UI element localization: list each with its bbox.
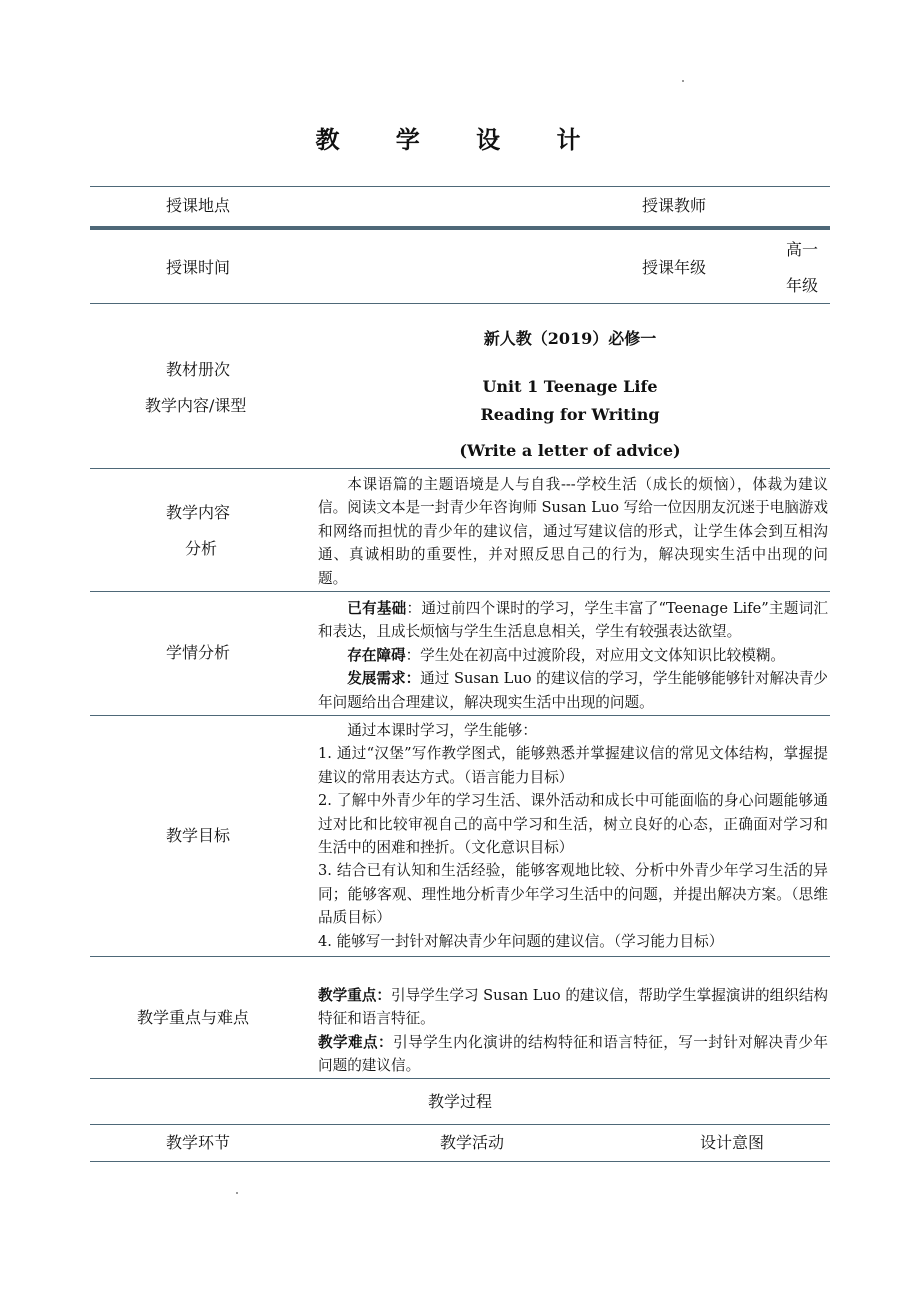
row-divider bbox=[90, 715, 830, 716]
row-divider bbox=[90, 591, 830, 592]
textbook-value: 新人教（2019）必修一 bbox=[483, 329, 657, 348]
lesson-detail: (Write a letter of advice) bbox=[459, 441, 681, 460]
learner-obstacle bbox=[318, 644, 828, 667]
grade-value-line-2: 年级 bbox=[786, 276, 819, 295]
lesson-value: Reading for Writing bbox=[480, 405, 660, 424]
difficulty-point-label: 教学难点： bbox=[318, 1033, 394, 1051]
objectives-text bbox=[318, 719, 828, 953]
row-divider bbox=[90, 1124, 830, 1125]
row-divider bbox=[90, 468, 830, 469]
textbook-label: 教材册次 bbox=[166, 360, 231, 379]
learner-basis-text: ：通过前四个课时的学习，学生丰富了“Teenage Life”主题词汇和表达，且成长烦恼与学生生活息息相关，学生有较强表达欲望。 bbox=[318, 600, 828, 641]
location-label: 授课地点 bbox=[166, 196, 231, 215]
content-type-label: 教学内容/课型 bbox=[145, 396, 247, 415]
objective-item: 1. 通过“汉堡”写作教学图式，能够熟悉并掌握建议信的常见文体结构，掌握提建议的常用表达方式。（语言能力目标） bbox=[318, 745, 828, 786]
key-point-label: 教学重点： bbox=[318, 987, 391, 1004]
time-label: 授课时间 bbox=[166, 258, 231, 277]
table-top-border bbox=[90, 186, 830, 187]
row-divider-thick bbox=[90, 226, 830, 230]
grade-label: 授课年级 bbox=[642, 258, 707, 277]
objectives-intro: 通过本课时学习，学生能够： bbox=[347, 722, 537, 739]
unit-value: Unit 1 Teenage Life bbox=[482, 377, 658, 396]
process-label: 教学过程 bbox=[427, 1092, 492, 1111]
table-bottom-border bbox=[90, 1161, 830, 1162]
objective-item: 4. 能够写一封针对解决青少年问题的建议信。（学习能力目标） bbox=[318, 932, 724, 950]
column-header-activity: 教学活动 bbox=[440, 1133, 505, 1152]
difficulty-point-text: 引导学生内化演讲的结构特征和语言特征，写一封针对解决青少年问题的建议信。 bbox=[318, 1033, 828, 1075]
learner-need-text: 通过 Susan Luo 的建议信的学习，学生能够能够针对解决青少年问题给出合理建议，解决现实生活中出现的问题。 bbox=[318, 670, 829, 711]
objective-item: 2. 了解中外青少年的学习生活、课外活动和成长中可能面临的身心问题能够通过对比和比较审视自己的高中学习和生活，树立良好的心态，正确面对学习和生活中的困难和挫折。（文化意识目标） bbox=[318, 792, 828, 857]
analysis-label-2: 分析 bbox=[185, 539, 218, 558]
page-title: 教 学 设 计 bbox=[315, 125, 605, 154]
learner-obstacle-label: 存在障碍 bbox=[347, 646, 406, 664]
key-point-text: 引导学生学习 Susan Luo 的建议信，帮助学生掌握演讲的组织结构特征和语言特征。 bbox=[318, 987, 829, 1028]
objective-item: 3. 结合已有认知和生活经验，能够客观地比较、分析中外青少年学习生活的异同；能够客观、理性地分析青少年学习生活中的问题，并提出解决方案。（思维品质目标） bbox=[318, 862, 828, 927]
learner-obstacle-text: ：学生处在初高中过渡阶段，对应用文文体知识比较模糊。 bbox=[405, 646, 786, 664]
keypoints-label: 教学重点与难点 bbox=[137, 1008, 250, 1027]
analysis-paragraph: 本课语篇的主题语境是人与自我---学校生活（成长的烦恼），体裁为建议信。阅读文本是一封青少年咨询师 Susan Luo 写给一位因朋友沉迷于电脑游戏和网络而担忧的青少年的建议信，通过写建议信的形式，让学生体会到互相沟通、真诚相助的重要性，并对照反思自己的行为，解决现实生活中出现的问题。 bbox=[318, 476, 829, 587]
learner-basis bbox=[318, 597, 828, 644]
scan-speck bbox=[236, 1192, 238, 1194]
column-header-intent: 设计意图 bbox=[700, 1133, 765, 1152]
teacher-label: 授课教师 bbox=[642, 196, 707, 215]
keypoints-text bbox=[318, 984, 828, 1078]
scan-speck bbox=[682, 80, 684, 82]
content-analysis-text bbox=[318, 473, 828, 590]
difficulty-point bbox=[318, 1031, 828, 1078]
learner-analysis-text bbox=[318, 597, 828, 714]
learner-need bbox=[318, 667, 828, 714]
learner-analysis-label: 学情分析 bbox=[166, 643, 231, 662]
key-point bbox=[318, 984, 828, 1031]
row-divider bbox=[90, 1078, 830, 1079]
learner-need-label: 发展需求： bbox=[347, 670, 421, 688]
column-header-stage: 教学环节 bbox=[166, 1133, 231, 1152]
objectives-label: 教学目标 bbox=[166, 826, 231, 845]
analysis-label-1: 教学内容 bbox=[166, 503, 231, 522]
row-divider bbox=[90, 956, 830, 957]
learner-basis-label: 已有基础 bbox=[347, 600, 407, 617]
grade-value-line-1: 高一 bbox=[786, 240, 819, 259]
row-divider bbox=[90, 303, 830, 304]
